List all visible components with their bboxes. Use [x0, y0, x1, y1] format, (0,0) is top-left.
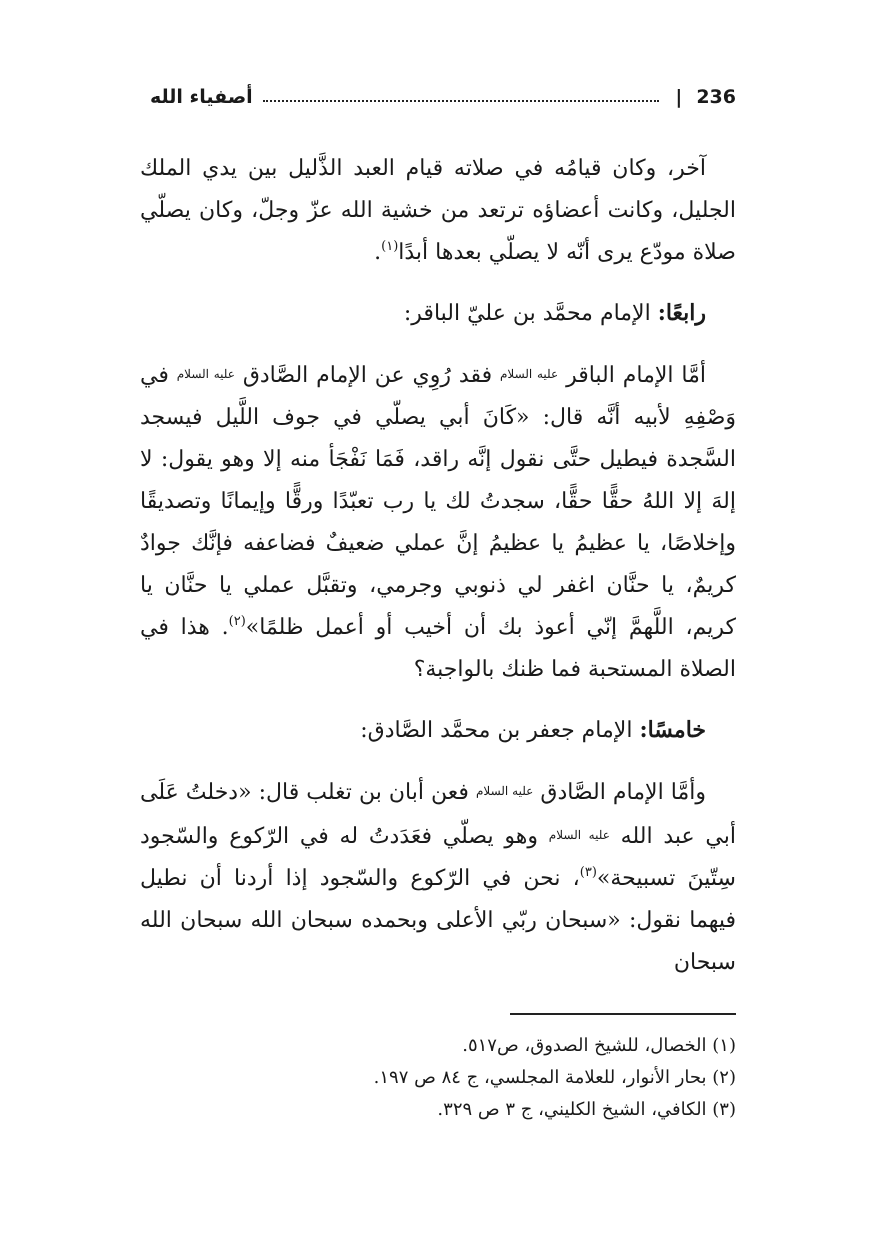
heading-4-title: الإمام محمَّد بن عليّ الباقر: — [403, 301, 658, 326]
heading-4-ordinal: رابعًا: — [657, 300, 706, 326]
paragraph-3-text-a: وأمَّا الإمام الصَّادق — [540, 780, 706, 805]
page-number: 236 — [696, 86, 736, 108]
main-text — [140, 148, 736, 984]
header-separator: | — [675, 86, 683, 108]
section-heading-4 — [140, 292, 736, 335]
paragraph-3-text-b: فعن أبان بن تغلب قال: «دخلتُ عَلَى أبي عبد الله — [140, 780, 737, 849]
book-title: أصفياء الله — [150, 86, 253, 108]
paragraph-1-end: . — [374, 240, 382, 265]
paragraph-2 — [140, 353, 736, 691]
footnote-2: (٢) بحار الأنوار، للعلامة المجلسي، ج ٨٤ ص ١٩٧. — [373, 1067, 736, 1088]
paragraph-3-text-d: ، نحن في الرّكوع والسّجود إذا أردنا أن نطيل فيهما نقول: «سبحان ربّي الأعلى وبحمده سبحان الله سبحان الله سبحان — [140, 866, 737, 975]
footnote-ref-3: (٣) — [579, 865, 597, 880]
paragraph-2-text-a: أمَّا الإمام الباقر — [566, 363, 707, 388]
paragraph-1 — [140, 148, 736, 274]
heading-5-ordinal: خامسًا: — [639, 717, 706, 743]
honorific-mark: عليه السلام — [548, 828, 610, 842]
dot-leader — [263, 100, 660, 102]
footnote-3: (٣) الكافي، الشيخ الكليني، ج ٣ ص ٣٢٩. — [437, 1099, 736, 1120]
footnotes — [140, 1030, 736, 1126]
section-heading-5 — [140, 709, 736, 752]
paragraph-2-text-c: في وَصْفِهِ لأبيه أنَّه قال: «كَانَ أبي يصلّي في جوف اللَّيل فيسجد السَّجدة فيطيل حتَّى نقول إنَّه راقد، فَمَا نَفْجَأ منه إلا وهو يقول: لا إلهَ إلا اللهُ حقًّا حقًّا، سجدتُ لك يا رب تعبّدًا ورقًّا وإيمانًا وتصديقًا وإخلاصًا، يا عظيمُ يا عظيمُ إنَّ عملي ضعيفٌ فضاعفه فإنَّك جوادٌ كريمٌ، يا حنَّان اغفر لي ذنوبي وجرمي، وتقبَّل عملي يا حنَّان يا كريم، اللَّهمَّ إنّي أعوذ بك أن أخيب أو أعمل ظلمًا» — [140, 363, 736, 640]
paragraph-2-text-d: . هذا في الصلاة المستحبة فما ظنك بالواجبة؟ — [140, 615, 736, 682]
footnote-ref-2: (٢) — [228, 614, 246, 629]
honorific-mark: عليه السلام — [475, 784, 534, 798]
footnote-ref-1: (١) — [381, 239, 399, 254]
paragraph-1-text: آخر، وكان قيامُه في صلاته قيام العبد الذَّليل بين يدي الملك الجليل، وكانت أعضاؤه ترتعد من خشية الله عزّ وجلّ، وكان يصلّي صلاة مودّع يرى أنّه لا يصلّي بعدها أبدًا — [140, 156, 736, 265]
paragraph-3 — [140, 770, 736, 984]
paragraph-3-text-c: وهو يصلّي فعَدَدتُ له في الرّكوع والسّجود سِتّينَ تسبيحة» — [140, 824, 736, 891]
running-header — [150, 80, 736, 114]
paragraph-2-text-b: فقد رُوِي عن الإمام الصَّادق — [242, 363, 500, 388]
footnote-divider — [510, 1013, 736, 1015]
heading-5-title: الإمام جعفر بن محمَّد الصَّادق: — [360, 718, 640, 743]
honorific-mark: عليه السلام — [176, 367, 235, 381]
footnote-1: (١) الخصال، للشيخ الصدوق، ص٥١٧. — [462, 1035, 736, 1056]
honorific-mark: عليه السلام — [499, 367, 559, 381]
